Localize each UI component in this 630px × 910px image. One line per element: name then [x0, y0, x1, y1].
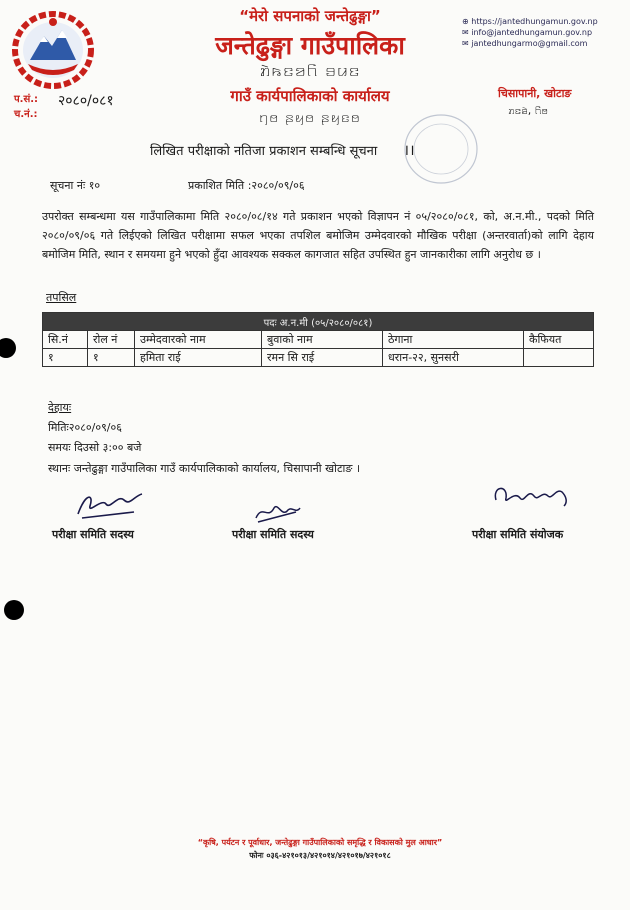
- col-roll: रोल नं: [88, 331, 135, 349]
- office-name: गाउँ कार्यपालिकाको कार्यालय: [230, 87, 390, 105]
- tapsil-label: तपसिल: [46, 291, 77, 304]
- table-header-row: [43, 331, 594, 349]
- signature-2-icon: [252, 500, 302, 526]
- cell-remarks: [524, 349, 594, 367]
- notice-title-mark: ।।: [403, 141, 415, 159]
- signature-label-3: परीक्षा समिति संयोजक: [472, 528, 564, 541]
- office-address: चिसापानी, खोटाङ: [498, 87, 572, 100]
- published-date: प्रकाशित मिति :२०८०/०९/०६: [188, 179, 305, 192]
- cell-candidate: हमिता राई: [135, 349, 262, 367]
- notice-number: सूचना नंः १०: [50, 179, 101, 192]
- contact-list: [462, 16, 598, 49]
- interview-time: समयः दिउसो ३:०० बजे: [48, 441, 142, 454]
- reference-labels: [14, 92, 38, 122]
- notice-title: [150, 140, 415, 160]
- chalani-number-label: च.नं.:: [14, 109, 38, 120]
- result-table: [42, 312, 594, 367]
- palika-name: जन्तेढुङ्गा गाउँपालिका: [215, 31, 405, 60]
- col-address: ठेगाना: [383, 331, 524, 349]
- header-slogan: “मेरो सपनाको जन्तेढुङ्गा”: [239, 7, 381, 25]
- col-sn: सि.नं: [43, 331, 88, 349]
- email-icon: ✉: [462, 28, 472, 37]
- table-row: [43, 349, 594, 367]
- email-link[interactable]: ✉ info@jantedhungamun.gov.np: [462, 28, 593, 37]
- signature-label-1: परीक्षा समिति सदस्य: [52, 528, 134, 541]
- punch-hole-icon: [4, 600, 24, 620]
- patra-sankhya-label: प.सं.:: [14, 94, 39, 105]
- cell-roll: १: [88, 349, 135, 367]
- footer-phone: फोनः ०३६-४२१०१३/४२१०१४/४२१०१७/४२१०१८: [249, 851, 391, 860]
- footer: [140, 836, 500, 862]
- palika-name-script: ꤊꤧꤒꤢꤤꤖ ꤋꤣꤢ: [259, 60, 361, 81]
- punch-hole-icon: [0, 338, 16, 358]
- office-name-script: ꤚꤥ ꤔꤟꤥ ꤔꤟꤢꤥ: [259, 108, 361, 126]
- mail-icon: ✉: [462, 39, 472, 48]
- details-heading: देहायः: [48, 401, 72, 414]
- col-father: बुवाको नाम: [262, 331, 383, 349]
- website-link[interactable]: ⊕ https://jantedhungamun.gov.np: [462, 17, 598, 26]
- col-remarks: कैफियत: [524, 331, 594, 349]
- signature-3-icon: [490, 480, 572, 512]
- nepal-emblem-icon: [10, 8, 96, 90]
- cell-father: रमन सि राई: [262, 349, 383, 367]
- interview-date: मितिः२०८०/०९/०६: [48, 421, 122, 434]
- interview-place: स्थानः जन्तेढुङ्गा गाउँपालिका गाउँ कार्यपालिकाको कार्यालय, चिसापानी खोटाङ ।: [48, 462, 361, 475]
- notice-title-text: लिखित परीक्षाको नतिजा प्रकाशन सम्बन्धि सूचना: [150, 144, 378, 159]
- globe-icon: ⊕: [462, 17, 472, 26]
- office-address-script: ꤊꤢꤋꤧ, ꤖꤥ: [508, 104, 548, 117]
- footer-motto: “कृषि, पर्यटन र पूर्वाधार, जन्तेढुङ्गा गाउँपालिकाको समृद्धि र विकासको मुल आधार”: [197, 838, 443, 847]
- table-caption: पदः अ.न.मी (०५/२०८०/०८१): [43, 313, 594, 331]
- notice-body: उपरोक्त सम्बन्धमा यस गाउँपालिकामा मिति २०८०/०८/१४ गते प्रकाशन भएको विज्ञापन नं ०५/२०८०/०८१, को, अ.न.मी., पदको मिति २०८०/०९/०६ गते लिईएको लिखित परीक्षामा सफल भएका तपशिल बमोजिम उम्मेदवारको मौखिक परीक्षा (अन्तरवार्ता)को लागि देहाय बमोजिम मिति, स्थान र समयमा हुने भएको हुँदा आवश्यक सक्कल कागजात सहित उपस्थित हुन जानकारीका लागि अनुरोध छ ।: [42, 210, 594, 261]
- signature-label-2: परीक्षा समिति सदस्य: [232, 528, 314, 541]
- cell-sn: १: [43, 349, 88, 367]
- office-stamp-icon: [400, 110, 482, 188]
- signature-1-icon: [72, 488, 146, 522]
- gmail-link[interactable]: ✉ jantedhungarmo@gmail.com: [462, 39, 588, 48]
- reference-number: २०८०/०८१: [58, 93, 114, 109]
- col-candidate: उम्मेदवारको नाम: [135, 331, 262, 349]
- cell-address: धरान-२२, सुनसरी: [383, 349, 524, 367]
